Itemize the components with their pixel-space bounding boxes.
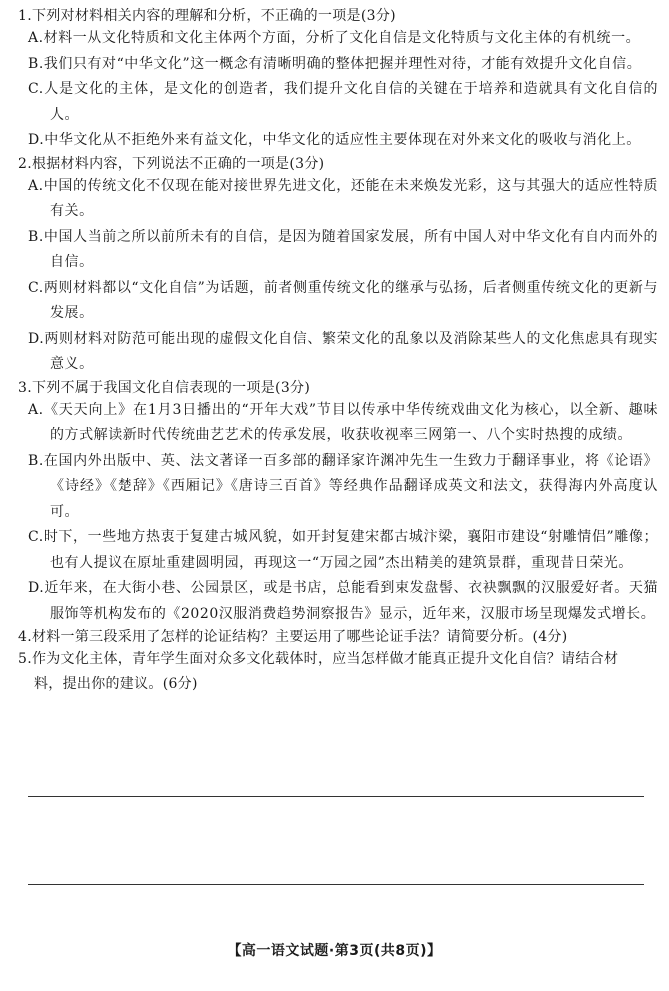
question-3-option-a: A.《天天向上》在1月3日播出的“开年大戏”节目以传承中华传统戏曲文化为核心，以全新、趣味的方式解读新时代传统曲艺艺术的传承发展，收获收视率三网第一、八个实时热搜的成绩。 bbox=[28, 401, 658, 443]
question-1 bbox=[18, 6, 658, 154]
question-3-stem: 3.下列不属于我国文化自信表现的一项是(3分) bbox=[18, 379, 311, 396]
question-2-option-d: D.两则材料对防范可能出现的虚假文化自信、繁荣文化的乱象以及消除某些人的文化焦虑具有现实意义。 bbox=[28, 330, 658, 372]
question-1-option-c: C.人是文化的主体，是文化的创造者，我们提升文化自信的关键在于培养和造就具有文化自信的人。 bbox=[28, 81, 658, 123]
question-1-option-d: D.中华文化从不拒绝外来有益文化，中华文化的适应性主要体现在对外来文化的吸收与消化上。 bbox=[28, 132, 641, 148]
question-3-option-d: D.近年来，在大街小巷、公园景区，或是书店，总能看到束发盘髻、衣袂飘飘的汉服爱好者。天猫服饰等机构发布的《2020汉服消费趋势洞察报告》显示，近年来，汉服市场呈现爆发式增长。 bbox=[28, 580, 658, 622]
page-footer: 【高一语文试题·第3页(共8页)】 bbox=[227, 943, 442, 959]
question-5-stem-line-1: 5.作为文化主体，青年学生面对众多文化载体时，应当怎样做才能真正提升文化自信？请结合材 bbox=[18, 651, 619, 667]
question-4-stem: 4.材料一第三段采用了怎样的论证结构？主要运用了哪些论证手法？请简要分析。(4分) bbox=[18, 629, 568, 645]
question-2-option-c: C.两则材料都以“文化自信”为话题，前者侧重传统文化的继承与弘扬，后者侧重传统文化的更新与发展。 bbox=[28, 279, 658, 321]
question-3-option-b: B.在国内外出版中、英、法文著译一百多部的翻译家许渊冲先生一生致力于翻译事业，将《论语》《诗经》《楚辞》《西厢记》《唐诗三百首》等经典作品翻译成英文和法文，获得海内外高度认可。 bbox=[28, 452, 658, 520]
answer-line-question-5[interactable] bbox=[28, 884, 644, 885]
question-1-option-a: A.材料一从文化特质和文化主体两个方面，分析了文化自信是文化特质与文化主体的有机统一。 bbox=[28, 30, 641, 46]
question-1-option-b: B.我们只有对“中华文化”这一概念有清晰明确的整体把握并理性对待，才能有效提升文化自信。 bbox=[28, 55, 642, 72]
question-4 bbox=[18, 627, 658, 647]
question-list bbox=[18, 6, 658, 697]
question-1-stem: 1.下列对材料相关内容的理解和分析，不正确的一项是(3分) bbox=[18, 8, 396, 24]
question-2-option-b: B.中国人当前之所以前所未有的自信，是因为随着国家发展，所有中国人对中华文化有自内而外的自信。 bbox=[28, 228, 658, 270]
question-3 bbox=[18, 378, 658, 628]
question-5-stem-line-2: 料，提出你的建议。(6分) bbox=[34, 676, 198, 692]
question-2-stem: 2.根据材料内容，下列说法不正确的一项是(3分) bbox=[18, 155, 325, 172]
question-2 bbox=[18, 154, 658, 378]
question-3-option-c: C.时下，一些地方热衷于复建古城风貌，如开封复建宋都古城汴梁，襄阳市建设“射雕情侣”雕像；也有人提议在原址重建圆明园，再现这一“万园之园”杰出精美的建筑景群，重现昔日荣光。 bbox=[28, 529, 658, 571]
question-2-option-a: A.中国的传统文化不仅现在能对接世界先进文化，还能在未来焕发光彩，这与其强大的适应性特质有关。 bbox=[28, 177, 658, 219]
answer-line-question-4[interactable] bbox=[28, 796, 644, 797]
question-5 bbox=[18, 647, 658, 697]
